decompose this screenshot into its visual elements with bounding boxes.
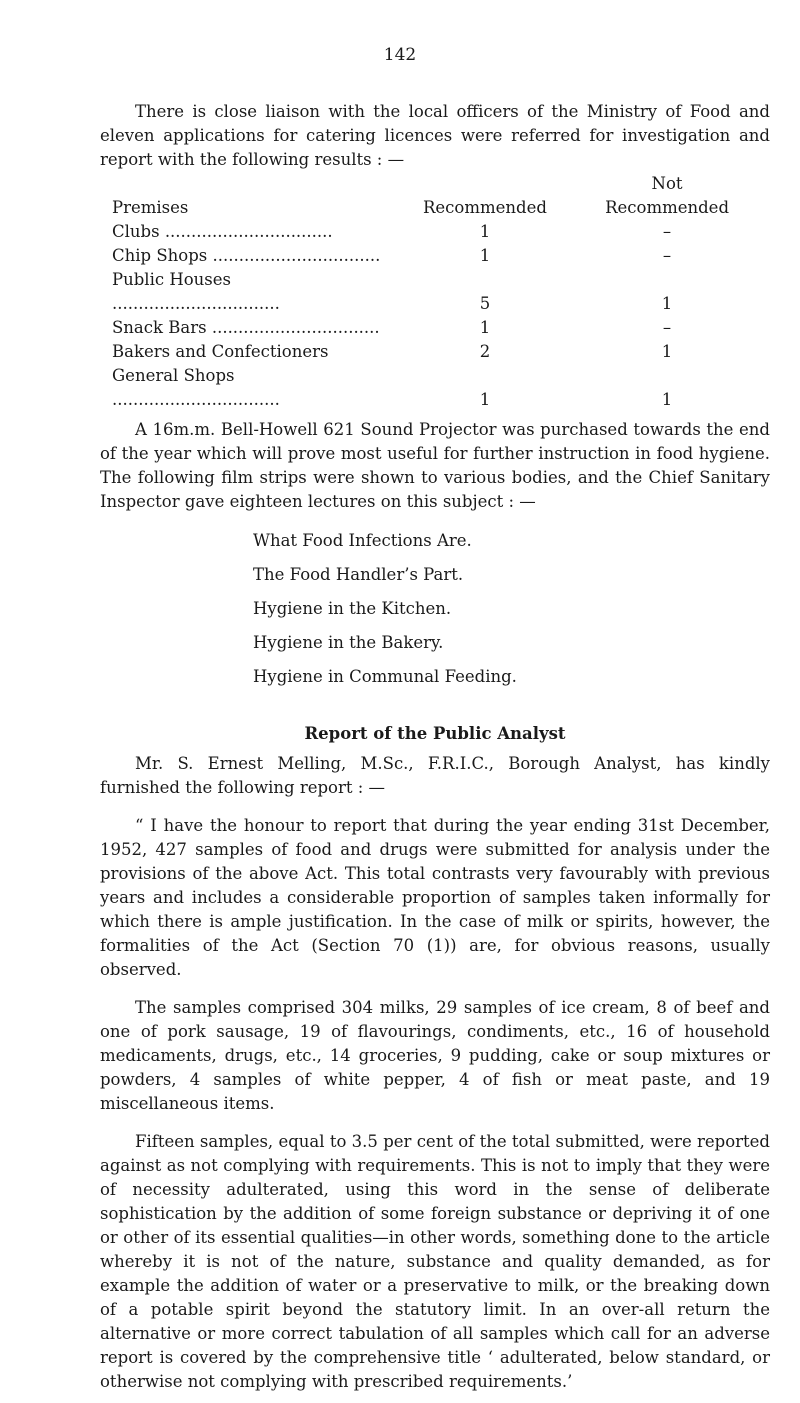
- header-not-recommended: Recommended: [605, 198, 730, 217]
- dot-leader: ................................: [112, 390, 280, 409]
- premises-name: Chip Shops: [112, 246, 208, 265]
- list-item: Hygiene in Communal Feeding.: [253, 667, 517, 686]
- table-row: [100, 340, 770, 364]
- dot-leader: ................................: [112, 294, 280, 313]
- header-not-label: Not: [651, 174, 683, 193]
- premises-name: General Shops: [112, 366, 235, 385]
- analyst-heading: Report of the Public Analyst: [304, 724, 566, 743]
- list-item: The Food Handler’s Part.: [253, 565, 464, 584]
- list-item: Hygiene in the Bakery.: [253, 633, 444, 652]
- not-recommended-value: 1: [661, 342, 673, 361]
- premises-name: Clubs: [112, 222, 160, 241]
- not-recommended-value: 1: [661, 294, 673, 313]
- header-premises: Premises: [112, 198, 189, 217]
- table-row: [100, 244, 770, 268]
- not-recommended-value: 1: [661, 390, 673, 409]
- projector-paragraph: A 16m.m. Bell-Howell 621 Sound Projector was purchased towards the end of the year which will prove most useful for further instruction in food hygiene. The following film strips were shown to various bodies, and the Chief Sanitary Inspector gave eighteen lectures on this subject : —: [100, 420, 770, 511]
- recommended-value: 5: [479, 294, 491, 313]
- recommended-value: 1: [479, 222, 491, 241]
- recommended-value: 1: [479, 318, 491, 337]
- premises-name: Snack Bars: [112, 318, 207, 337]
- analyst-intro: Mr. S. Ernest Melling, M.Sc., F.R.I.C., Borough Analyst, has kindly furnished the following report : —: [100, 754, 770, 797]
- dot-leader: ................................: [212, 246, 381, 265]
- header-recommended: Recommended: [422, 198, 547, 217]
- film-strip-list: [100, 524, 770, 694]
- report-paragraph-3: Fifteen samples, equal to 3.5 per cent of the total submitted, were reported against as not complying with requirements. This is not to imply that they were of necessity adulterated, using this word in the sense of deliberate sophistication by the addition of some foreign substance or depriving it of one or other of its essential qualities—in other words, something done to the article whereby it is not of the nature, substance and quality demanded, as for example the addition of water or a preservative to milk, or the breaking down of a potable spirit beyond the statutory limit. In an over-all return the alternative or more correct tabulation of all samples which call for an adverse report is covered by the comprehensive title ‘ adulterated, below standard, or otherwise not complying with prescribed requirements.’: [100, 1132, 770, 1391]
- dot-leader: ................................: [211, 318, 380, 337]
- not-recommended-value: –: [662, 246, 672, 265]
- table-row: [100, 316, 770, 340]
- premises-name: Bakers and Confectioners: [112, 342, 329, 361]
- report-paragraph-1: “ I have the honour to report that during the year ending 31st December, 1952, 427 samples of food and drugs were submitted for analysis under the provisions of the above Act. This total contrasts very favourably with previous years and includes a considerable proportion of samples taken informally for which there is ample justification. In the case of milk or spirits, however, the formalities of the Act (Section 70 (1)) are, for obvious reasons, usually observed.: [100, 816, 770, 979]
- report-paragraph-2: The samples comprised 304 milks, 29 samples of ice cream, 8 of beef and one of pork sausage, 19 of flavourings, condiments, etc., 16 of household medicaments, drugs, etc., 14 groceries, 9 pudding, cake or soup mixtures or powders, 4 samples of white pepper, 4 of fish or meat paste, and 19 miscellaneous items.: [100, 998, 770, 1113]
- licence-results-table: [100, 172, 770, 412]
- table-row: [100, 268, 770, 316]
- recommended-value: 1: [479, 246, 491, 265]
- intro-paragraph: There is close liaison with the local officers of the Ministry of Food and eleven applications for catering licences were referred for investigation and report with the following results : —: [100, 102, 770, 169]
- recommended-value: 2: [479, 342, 491, 361]
- table-header-top-row: [100, 172, 770, 196]
- list-item: What Food Infections Are.: [253, 531, 472, 550]
- table-header-row: [100, 196, 770, 220]
- recommended-value: 1: [479, 390, 491, 409]
- list-item: Hygiene in the Kitchen.: [253, 599, 452, 618]
- not-recommended-value: –: [662, 318, 672, 337]
- dot-leader: ................................: [164, 222, 333, 241]
- not-recommended-value: –: [662, 222, 672, 241]
- page-number: 142: [383, 45, 417, 65]
- table-row: [100, 220, 770, 244]
- premises-name: Public Houses: [112, 270, 231, 289]
- page-content: [100, 100, 770, 1394]
- table-row: [100, 364, 770, 412]
